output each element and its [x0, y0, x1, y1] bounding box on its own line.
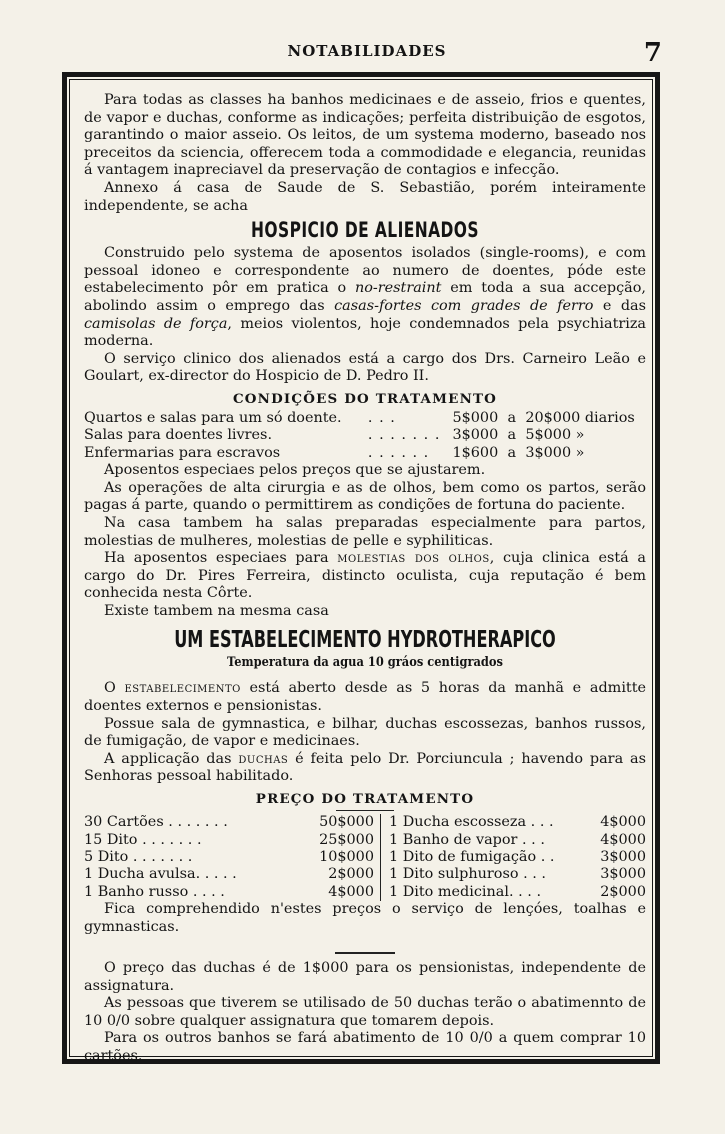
running-title: NOTABILIDADES	[287, 42, 447, 60]
cards-discount-paragraph: Para os outros banhos se fará abatimento de 10 0/0 a quem comprar 10 cartões.	[84, 1030, 646, 1064]
heading-rule	[336, 810, 394, 811]
advertisement-frame	[62, 72, 660, 1064]
douche-price-paragraph: O preço das duchas é de 1$000 para os pensionistas, independente de assignatura.	[84, 959, 646, 994]
section-divider	[335, 952, 395, 954]
price-column-right	[381, 814, 646, 901]
list-item: 5 Dito . . . . . . . 10$000	[84, 849, 374, 866]
list-item: 1 Banho russo . . . . 4$000	[84, 883, 374, 900]
intro-paragraph-annex: Annexo á casa de Saude de S. Sebastião, porém inteiramente independente, se acha	[84, 179, 646, 214]
page-number: 7	[643, 38, 662, 68]
list-item: 1 Dito sulphuroso . . . 3$000	[389, 866, 646, 883]
hydro-hours-paragraph: O estabelecimento está aberto desde as 5 horas da manhã e admitte doentes externos e pensionistas.	[84, 680, 647, 715]
list-item: 1 Dito medicinal. . . . 2$000	[389, 883, 646, 900]
list-item: 1 Dito de fumigação . . 3$000	[389, 849, 646, 866]
advertisement-body	[69, 79, 653, 1064]
clinical-service-paragraph: O serviço clinico dos alienados está a cargo dos Drs. Carneiro Leão e Goulart, ex-director do Hospicio de D. Pedro II.	[84, 350, 646, 385]
list-item: 1 Ducha avulsa. . . . . 2$000	[84, 866, 374, 883]
surgery-paragraph: As operações de alta cirurgia e as de olhos, bem como os partos, serão pagas á parte, quando o permittirem as condições de fortuna do paciente.	[84, 479, 646, 514]
included-services-paragraph: Fica comprehendido n'estes preços o serviço de lençóes, toalhas e gymnasticas.	[84, 901, 646, 935]
table-row: Enfermarias para escravos . . . . . . 1$600 a 3$000 »	[84, 444, 585, 461]
hospicio-paragraph: Construido pelo systema de aposentos isolados (single-rooms), e com pessoal idoneo e correspondente ao numero de doentes, póde este estabelecimento pôr em pratica o no-restraint em toda a sua accepção, abolindo assim o emprego das casas-fortes com grades de ferro e das camisolas de força, meios violentos, hoje condemnados pela psychiatriza moderna.	[84, 245, 646, 350]
conditions-table	[84, 410, 646, 462]
maternity-paragraph: Na casa tambem ha salas preparadas especialmente para partos, molestias de mulheres, molestias de pelle e syphiliticas.	[84, 514, 646, 549]
discount-paragraph: As pessoas que tiverem se utilisado de 50 duchas terão o abatimennto de 10 0/0 sobre qualquer assignatura que tomarem depois.	[84, 995, 646, 1029]
special-rooms-paragraph: Aposentos especiaes pelos preços que se ajustarem.	[104, 462, 486, 479]
intro-paragraph: Para todas as classes ha banhos medicinaes e de asseio, frios e quentes, de vapor e duchas, conforme as indicações; perfeita distribuição de esgotos, garantindo o maior asseio. Os leitos, de um systema moderno, baseado nos preceitos da sciencia, offerecem toda a commodidade e elegancia, reunidas á vantagem inapreciavel da preservação de contagios e infecção.	[84, 92, 646, 179]
conditions-heading: CONDIÇÕES DO TRATAMENTO	[232, 390, 498, 407]
hospicio-heading: HOSPICIO DE ALIENADOS	[251, 218, 479, 243]
hydro-subheading: Temperatura da agua 10 gráos centigrados	[227, 655, 503, 671]
price-table	[84, 814, 646, 901]
page-header	[72, 38, 662, 66]
price-heading: PREÇO DO TRATAMENTO	[255, 791, 475, 808]
list-item: 15 Dito . . . . . . . 25$000	[84, 831, 374, 848]
table-row: Salas para doentes livres. . . . . . . . 3$000 a 5$000 »	[84, 427, 585, 444]
also-exists-paragraph: Existe tambem na mesma casa	[104, 602, 329, 619]
list-item: 1 Banho de vapor . . . 4$000	[389, 831, 646, 848]
hydro-douches-paragraph: A applicação das duchas é feita pelo Dr. Porciuncula ; havendo para as Senhoras pessoal habilitado.	[84, 750, 646, 785]
list-item: 30 Cartões . . . . . . . 50$000	[84, 814, 374, 831]
hydro-heading: UM ESTABELECIMENTO HYDROTHERAPICO	[174, 627, 556, 654]
price-column-left	[84, 814, 381, 901]
table-row: Quartos e salas para um só doente. . . . 5$000 a 20$000 diarios	[84, 409, 635, 426]
list-item: 1 Ducha escosseza . . . 4$000	[389, 814, 646, 831]
hydro-facilities-paragraph: Possue sala de gymnastica, e bilhar, duchas escossezas, banhos russos, de fumigação, de vapor e medicinaes.	[84, 715, 646, 750]
eye-clinic-paragraph: Ha aposentos especiaes para molestias dos olhos, cuja clinica está a cargo do Dr. Pires Ferreira, distincto oculista, cuja reputação é bem conhecida nesta Côrte.	[84, 550, 646, 602]
